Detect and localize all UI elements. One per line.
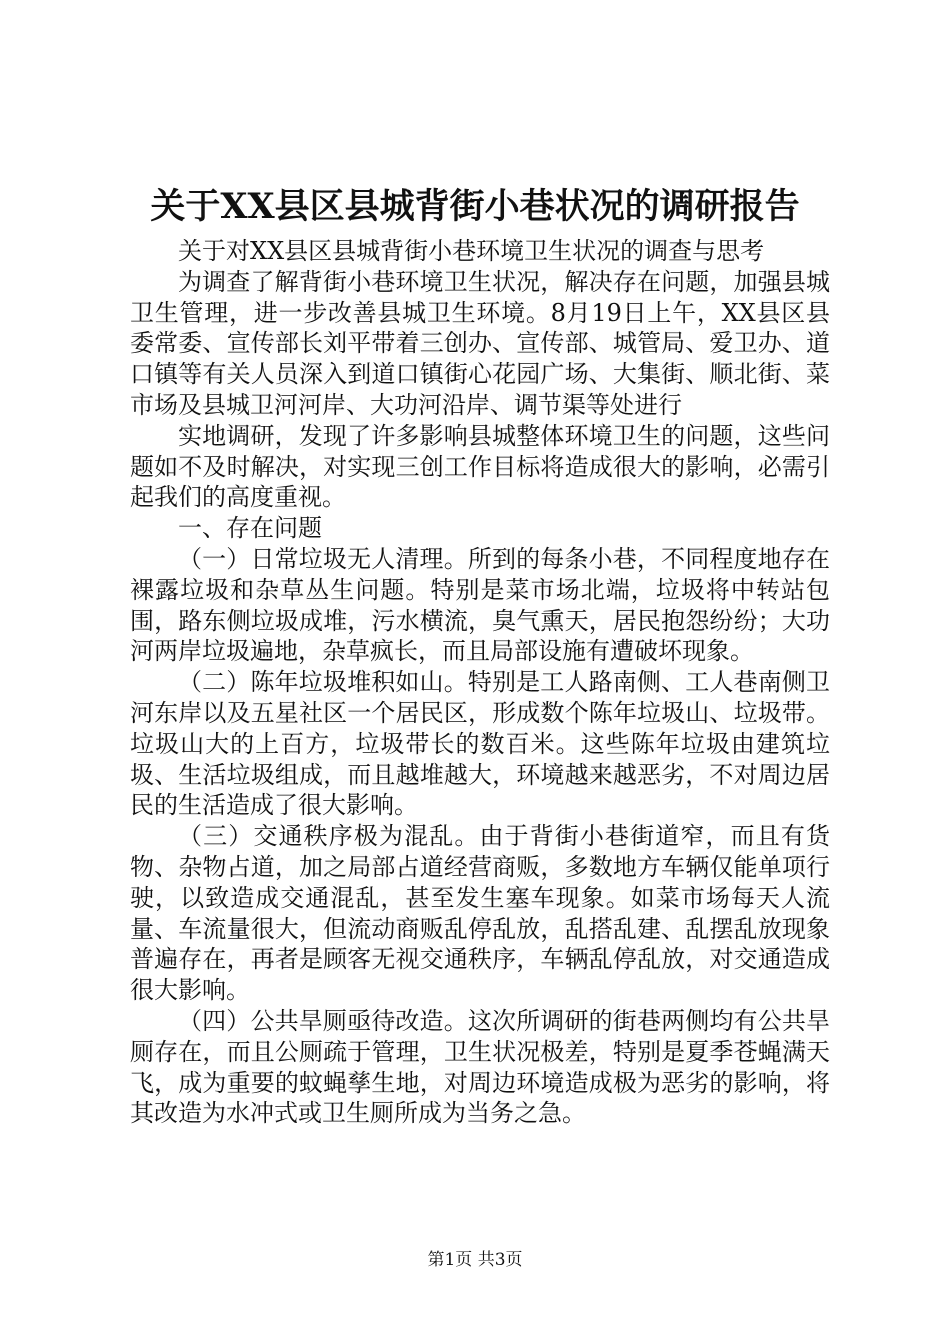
issue-paragraph-2: （二）陈年垃圾堆积如山。特别是工人路南侧、工人巷南侧卫河东岸以及五星社区一个居民区，形成数个陈年垃圾山、垃圾带。垃圾山大的上百方，垃圾带长的数百米。这些陈年垃圾由建筑垃圾、生活垃圾组成，而且越堆越大，环境越来越恶劣，不对周边居民的生活造成了很大影响。 xyxy=(130,668,830,820)
issue-paragraph-4: （四）公共旱厕亟待改造。这次所调研的街巷两侧均有公共旱厕存在，而且公厕疏于管理，卫生状况极差，特别是夏季苍蝇满天飞，成为重要的蚊蝇孳生地，对周边环境造成极为恶劣的影响，将其改造为水冲式或卫生厕所成为当务之急。 xyxy=(130,1006,830,1128)
document-title: 关于XX县区县城背街小巷状况的调研报告 xyxy=(150,186,800,227)
findings-paragraph: 实地调研，发现了许多影响县城整体环境卫生的问题，这些问题如不及时解决，对实现三创工作目标将造成很大的影响，必需引起我们的高度重视。 xyxy=(130,421,830,512)
intro-paragraph: 为调查了解背街小巷环境卫生状况，解决存在问题，加强县城卫生管理，进一步改善县城卫生环境。8月19日上午，XX县区县委常委、宣传部长刘平带着三创办、宣传部、城管局、爱卫办、道口镇等有关人员深入到道口镇街心花园广场、大集街、顺北街、菜市场及县城卫河河岸、大功河沿岸、调节渠等处进行 xyxy=(130,267,830,419)
page-footer: 第1页 共3页 xyxy=(427,1250,523,1270)
subtitle-paragraph: 关于对XX县区县城背街小巷环境卫生状况的调查与思考 xyxy=(178,237,765,265)
document-body xyxy=(130,236,830,1129)
section-heading: 一、存在问题 xyxy=(178,514,322,543)
issue-paragraph-1: （一）日常垃圾无人清理。所到的每条小巷，不同程度地存在裸露垃圾和杂草丛生问题。特别是菜市场北端，垃圾将中转站包围，路东侧垃圾成堆，污水横流，臭气熏天，居民抱怨纷纷；大功河两岸垃圾遍地，杂草疯长，而且局部设施有遭破坏现象。 xyxy=(130,544,830,666)
issue-paragraph-3: （三）交通秩序极为混乱。由于背街小巷街道窄，而且有货物、杂物占道，加之局部占道经营商贩，多数地方车辆仅能单项行驶，以致造成交通混乱，甚至发生塞车现象。如菜市场每天人流量、车流量很大，但流动商贩乱停乱放，乱搭乱建、乱摆乱放现象普遍存在，再者是顾客无视交通秩序，车辆乱停乱放，对交通造成很大影响。 xyxy=(130,822,830,1005)
